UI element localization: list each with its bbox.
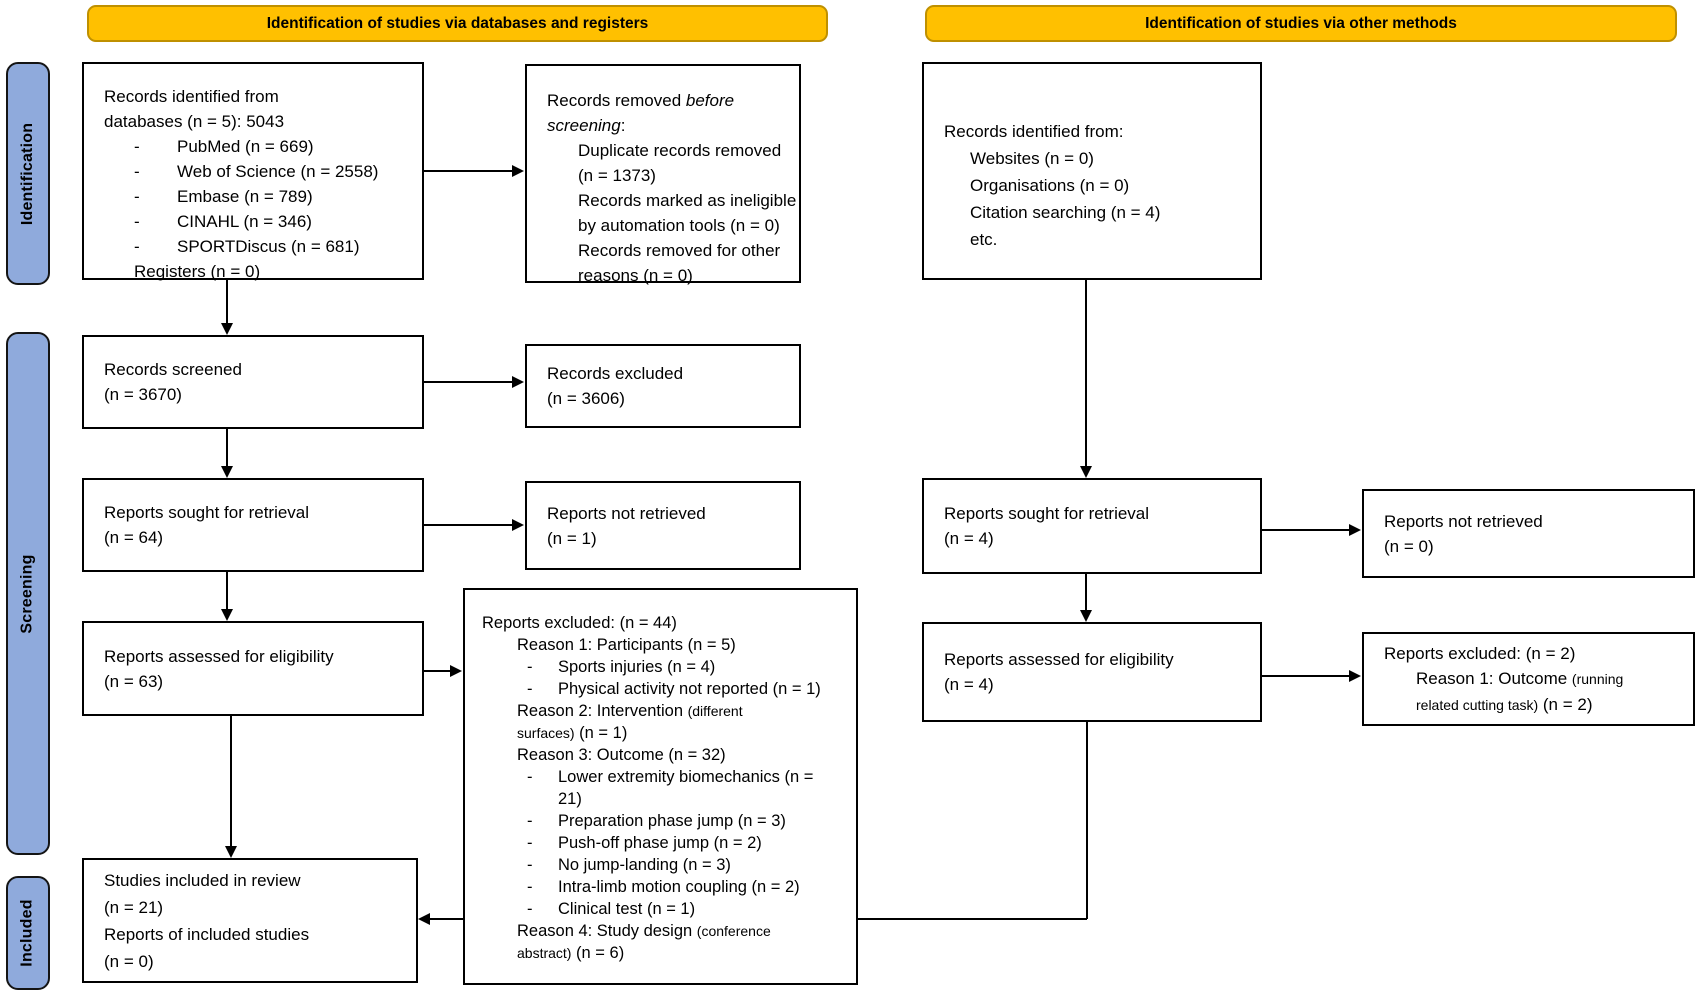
box-text-line: by automation tools (n = 0): [578, 216, 780, 235]
box-text-line: Studies included in review: [104, 870, 301, 890]
box-text-line: - Clinical test (n = 1): [527, 900, 696, 918]
box-text-line: - Intra-limb motion coupling (n = 2): [527, 878, 800, 896]
phase-included-label: Included: [19, 899, 37, 967]
box-records-screened: [82, 335, 424, 429]
box-text-line: - Physical activity not reported (n = 1): [527, 680, 821, 698]
box-records-removed-before-screening: [525, 64, 801, 283]
box-text-line: (n = 3670): [104, 385, 182, 404]
box-text-line: Reports sought for retrieval: [944, 504, 1150, 523]
box-text-line: (n = 63): [104, 671, 164, 691]
box-text-line: Reason 2: Intervention (different: [517, 702, 743, 720]
box-text-line: Organisations (n = 0): [970, 176, 1130, 195]
box-reports-assessed-eligibility-other: [922, 622, 1262, 722]
box-text-line: Reports sought for retrieval: [104, 503, 310, 522]
box-text-line: related cutting task) (n = 2): [1416, 694, 1593, 714]
box-reports-not-retrieved-other: [1362, 489, 1695, 578]
arrow-assessed-to-excluded-reasons: [424, 670, 452, 672]
box-text-line: (n = 64): [104, 528, 164, 547]
box-text-line: Registers (n = 0): [134, 262, 261, 281]
arrow-assessed-to-included: [230, 716, 232, 847]
phase-included: [6, 876, 50, 990]
phase-identification-label: Identification: [19, 122, 37, 225]
box-text-line: screening:: [547, 116, 626, 135]
box-text-line: Records identified from: [104, 87, 279, 106]
arrow-identified-to-screened: [226, 280, 228, 324]
box-text-line: Reason 3: Outcome (n = 32): [517, 746, 726, 764]
box-text-line: Records screened: [104, 360, 242, 379]
box-text-line: Reports of included studies: [104, 924, 310, 944]
arrowhead-other-sought-to-assessed: [1080, 610, 1092, 622]
box-text-line: (n = 1373): [578, 166, 656, 185]
arrowhead-screened-to-sought: [221, 466, 233, 478]
box-text-line: (n = 4): [944, 675, 994, 694]
arrow-other-assessed-to-excluded: [1262, 675, 1351, 677]
arrowhead-other-assessed-to-excluded: [1349, 670, 1361, 682]
box-text-line: (n = 3606): [547, 389, 625, 408]
arrow-sought-to-not-retrieved: [424, 524, 513, 526]
box-text-line: - Sports injuries (n = 4): [527, 658, 716, 676]
arrow-other-sought-to-not-retrieved: [1262, 529, 1351, 531]
box-text-line: abstract) (n = 6): [517, 944, 625, 962]
box-text-line: Reason 1: Outcome (running: [1416, 668, 1624, 688]
arrowhead-assessed-to-excluded-reasons: [450, 665, 462, 677]
arrowhead-assessed-to-included: [225, 846, 237, 858]
box-text-line: - Lower extremity biomechanics (n =: [527, 768, 814, 786]
box-records-identified-other: [922, 62, 1262, 280]
arrow-screened-to-excluded: [424, 381, 513, 383]
phase-screening: [6, 332, 50, 855]
header-other-methods-label: Identification of studies via other methods: [1145, 14, 1457, 32]
box-text-line: (n = 0): [104, 951, 154, 971]
phase-identification: [6, 62, 50, 285]
box-text-line: Records identified from:: [944, 122, 1124, 141]
box-text-line: - No jump-landing (n = 3): [527, 856, 731, 874]
box-records-identified-databases: [82, 62, 424, 280]
arrow-other-identified-to-sought: [1085, 280, 1087, 467]
box-text-line: Reason 4: Study design (conference: [517, 922, 771, 940]
box-reports-excluded-reasons: [463, 588, 858, 985]
arrowhead-other-assessed-to-included: [418, 913, 430, 925]
header-databases-registers-label: Identification of studies via databases and registers: [266, 14, 649, 32]
box-text-line: Duplicate records removed: [578, 141, 782, 160]
header-databases-registers: [87, 5, 828, 42]
arrowhead-other-identified-to-sought: [1080, 466, 1092, 478]
box-text-line: Citation searching (n = 4): [970, 203, 1161, 222]
box-text-line: Reports not retrieved: [547, 503, 706, 523]
box-reports-sought-retrieval-other: [922, 478, 1262, 574]
box-text-line: - Preparation phase jump (n = 3): [527, 812, 786, 830]
arrowhead-other-sought-to-not-retrieved: [1349, 524, 1361, 536]
box-text-line: Reason 1: Participants (n = 5): [517, 636, 736, 654]
arrow-identified-to-removed: [424, 170, 513, 172]
box-text-line: surfaces) (n = 1): [517, 724, 628, 742]
box-text-line: Records removed for other: [578, 241, 781, 260]
box-text-line: Records removed before: [547, 91, 735, 110]
box-text-line: - CINAHL (n = 346): [134, 212, 312, 231]
box-reports-assessed-eligibility: [82, 621, 424, 716]
box-text-line: Reports not retrieved: [1384, 511, 1543, 531]
box-text-line: Reports assessed for eligibility: [944, 650, 1174, 669]
arrow-other-sought-to-assessed: [1085, 574, 1087, 611]
arrow-screened-to-sought: [226, 429, 228, 467]
arrowhead-identified-to-removed: [512, 165, 524, 177]
arrow-other-assessed-to-included-vertical: [1086, 722, 1088, 919]
box-text-line: 21): [558, 790, 582, 808]
box-text-line: Websites (n = 0): [970, 149, 1094, 168]
box-text-line: databases (n = 5): 5043: [104, 112, 285, 131]
arrowhead-identified-to-screened: [221, 323, 233, 335]
box-text-line: - Embase (n = 789): [134, 187, 313, 206]
arrowhead-sought-to-assessed: [221, 609, 233, 621]
box-reports-not-retrieved: [525, 481, 801, 570]
box-text-line: (n = 0): [1384, 536, 1434, 556]
box-text-line: Records marked as ineligible: [578, 191, 797, 210]
box-text-line: Records excluded: [547, 364, 684, 383]
header-other-methods: [925, 5, 1677, 42]
box-text-line: etc.: [970, 230, 998, 249]
box-text-line: (n = 21): [104, 897, 164, 917]
box-text-line: reasons (n = 0): [578, 266, 693, 285]
box-reports-excluded-other: [1362, 632, 1695, 726]
box-text-line: - PubMed (n = 669): [134, 137, 314, 156]
box-text-line: Reports excluded: (n = 2): [1384, 643, 1576, 663]
box-text-line: Reports excluded: (n = 44): [482, 614, 677, 632]
phase-screening-label: Screening: [19, 553, 37, 634]
box-text-line: - Web of Science (n = 2558): [134, 162, 379, 181]
box-text-line: (n = 4): [944, 529, 994, 548]
box-records-excluded: [525, 344, 801, 428]
arrowhead-sought-to-not-retrieved: [512, 519, 524, 531]
box-studies-included-review: [82, 858, 418, 983]
box-text-line: (n = 1): [547, 528, 597, 548]
box-text-line: - Push-off phase jump (n = 2): [527, 834, 762, 852]
arrow-sought-to-assessed: [226, 572, 228, 610]
arrowhead-screened-to-excluded: [512, 376, 524, 388]
box-reports-sought-retrieval: [82, 478, 424, 572]
box-text-line: - SPORTDiscus (n = 681): [134, 237, 360, 256]
box-text-line: Reports assessed for eligibility: [104, 646, 334, 666]
